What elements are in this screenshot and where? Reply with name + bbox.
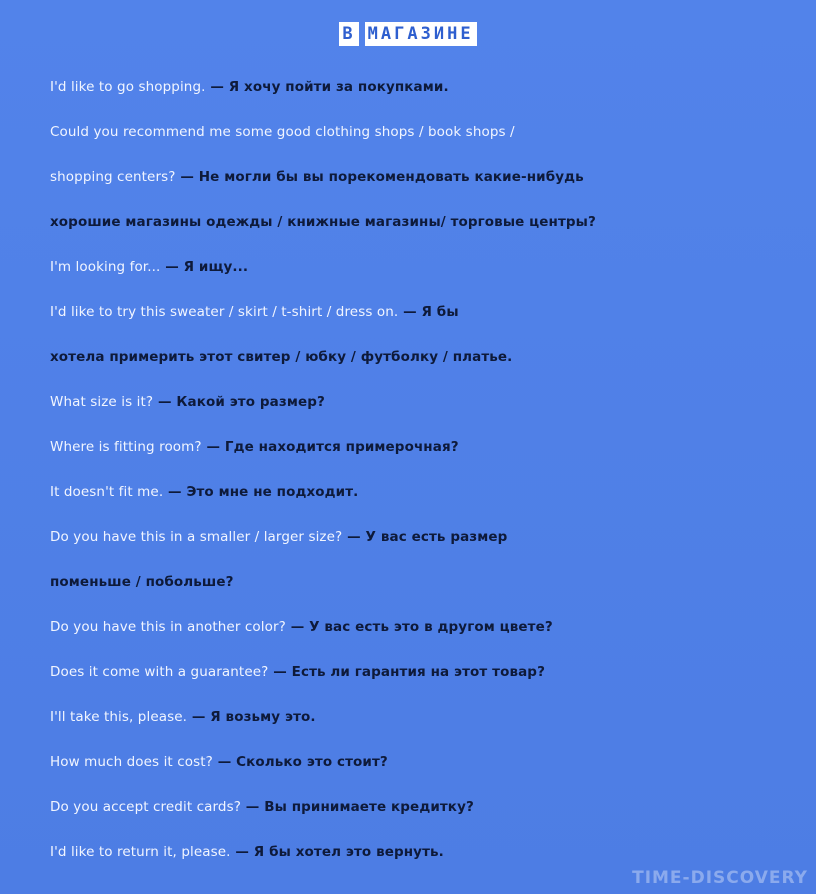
phrase-english: What size is it?: [50, 394, 154, 410]
phrase-english: Where is fitting room?: [50, 439, 202, 455]
phrase-english: Do you accept credit cards?: [50, 799, 241, 815]
phrase-russian: Вы принимаете кредитку?: [264, 799, 474, 815]
phrase-line: [50, 207, 780, 252]
phrase-russian: Сколько это стоит?: [236, 754, 388, 770]
phrase-line: [50, 162, 780, 207]
phrase-dash: —: [290, 619, 305, 635]
phrase-dash: —: [206, 439, 221, 455]
phrase-russian: У вас есть размер: [365, 529, 508, 545]
phrase-dash: —: [347, 529, 361, 545]
phrase-english: I'd like to return it, please.: [50, 844, 231, 860]
phrase-line: [50, 342, 780, 387]
phrase-russian: Есть ли гарантия на этот товар?: [291, 664, 545, 680]
phrase-dash: —: [168, 484, 182, 500]
phrase-dash: —: [191, 709, 206, 725]
phrase-russian: Какой это размер?: [176, 394, 325, 410]
phrase-dash: —: [157, 394, 172, 410]
page-title: [0, 22, 816, 46]
phrase-dash: —: [273, 664, 287, 680]
phrase-line: [50, 747, 780, 792]
phrase-russian: Это мне не подходит.: [186, 484, 359, 500]
phrase-russian: Я ищу...: [183, 259, 249, 275]
watermark: TIME-DISCOVERY: [632, 868, 808, 888]
phrase-english: I'd like to go shopping.: [50, 79, 206, 95]
phrase-dash: —: [245, 799, 260, 815]
phrase-line: [50, 522, 780, 567]
phrase-russian: У вас есть это в другом цвете?: [309, 619, 553, 635]
phrase-list: [50, 72, 780, 882]
phrase-english: shopping centers?: [50, 169, 176, 185]
phrase-line: [50, 72, 780, 117]
title-word-1: В: [339, 22, 358, 46]
phrase-russian: хорошие магазины одежды / книжные магазины/ торговые центры?: [50, 214, 596, 230]
phrase-russian: хотела примерить этот свитер / юбку / футболку / платье.: [50, 349, 513, 365]
phrase-dash: —: [210, 79, 224, 95]
phrase-english: Does it come with a guarantee?: [50, 664, 269, 680]
phrase-english: It doesn't fit me.: [50, 484, 164, 500]
phrase-line: [50, 252, 780, 297]
phrase-russian: Где находится примерочная?: [224, 439, 459, 455]
phrase-line: [50, 387, 780, 432]
phrase-russian: Я возьму это.: [210, 709, 316, 725]
phrase-dash: —: [165, 259, 179, 275]
phrase-line: [50, 612, 780, 657]
phrase-english: Do you have this in another color?: [50, 619, 286, 635]
phrase-russian: поменьше / побольше?: [50, 574, 234, 590]
phrase-dash: —: [180, 169, 194, 185]
title-word-2: МАГАЗИНЕ: [365, 22, 477, 46]
phrase-line: [50, 117, 780, 162]
phrase-line: [50, 432, 780, 477]
phrase-russian: Я хочу пойти за покупками.: [228, 79, 449, 95]
phrase-english: Do you have this in a smaller / larger size?: [50, 529, 343, 545]
phrase-dash: —: [403, 304, 417, 320]
phrase-english: I'm looking for...: [50, 259, 161, 275]
phrase-russian: Не могли бы вы порекомендовать какие-нибудь: [198, 169, 584, 185]
phrase-english: I'd like to try this sweater / skirt / t-shirt / dress on.: [50, 304, 399, 320]
phrase-line: [50, 792, 780, 837]
phrase-line: [50, 297, 780, 342]
phrase-line: [50, 657, 780, 702]
phrase-english: I'll take this, please.: [50, 709, 188, 725]
phrase-dash: —: [235, 844, 249, 860]
phrase-english: Could you recommend me some good clothing shops / book shops /: [50, 124, 515, 140]
phrase-line: [50, 702, 780, 747]
phrase-line: [50, 477, 780, 522]
phrase-russian: Я бы хотел это вернуть.: [253, 844, 444, 860]
phrase-english: How much does it cost?: [50, 754, 213, 770]
phrase-dash: —: [217, 754, 232, 770]
phrase-russian: Я бы: [421, 304, 459, 320]
phrase-line: [50, 567, 780, 612]
